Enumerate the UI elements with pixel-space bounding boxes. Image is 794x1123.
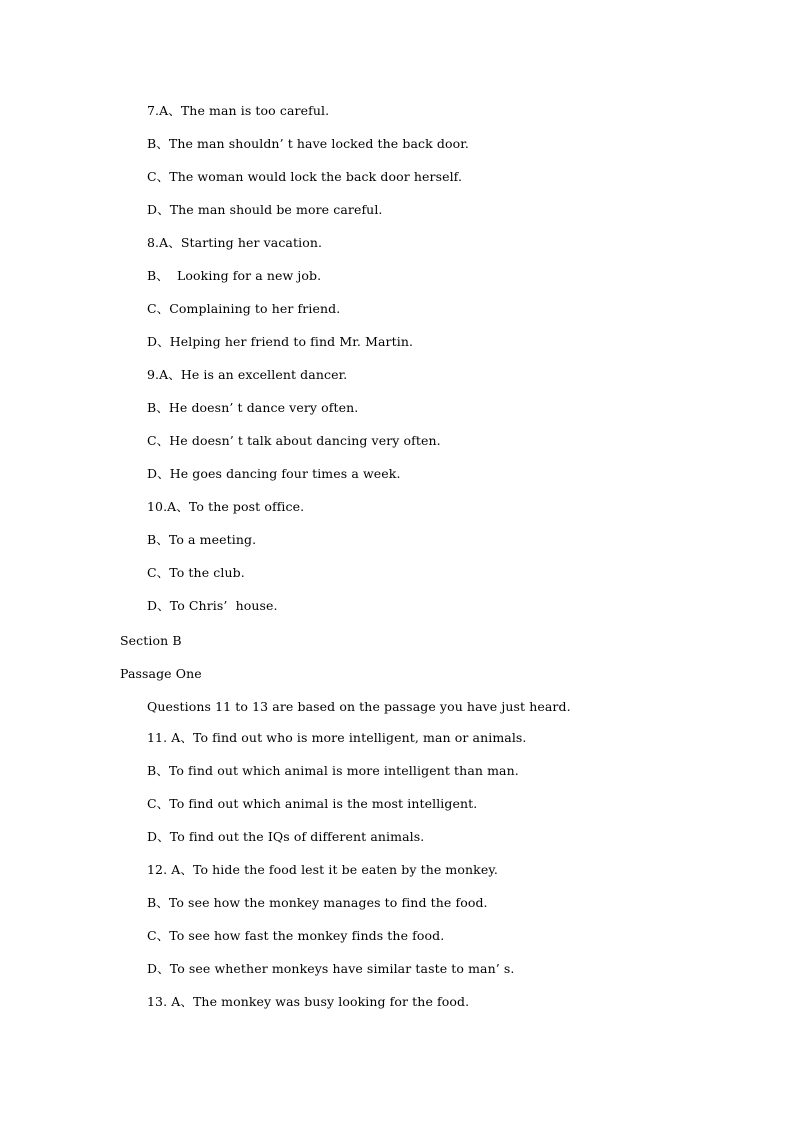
- question-12-option-b: B、To see how the monkey manages to find the food.: [147, 895, 488, 910]
- question-11-option-d: D、To find out the IQs of different animals.: [147, 829, 425, 844]
- passage-intro: Questions 11 to 13 are based on the passage you have just heard.: [147, 699, 571, 714]
- question-10-option-c: C、To the club.: [147, 565, 245, 580]
- question-12-option-c: C、To see how fast the monkey finds the food.: [147, 928, 445, 943]
- question-7-option-a: 7.A、The man is too careful.: [147, 103, 330, 118]
- question-7-option-d: D、The man should be more careful.: [147, 202, 383, 217]
- question-7-option-b: B、The man shouldn’ t have locked the back door.: [147, 136, 469, 151]
- passage-title: Passage One: [120, 666, 202, 681]
- section-heading: Section B: [120, 633, 182, 648]
- question-10-option-d: D、To Chris’ house.: [147, 598, 278, 613]
- question-11-option-c: C、To find out which animal is the most intelligent.: [147, 796, 478, 811]
- question-10-option-b: B、To a meeting.: [147, 532, 257, 547]
- question-9-option-b: B、He doesn’ t dance very often.: [147, 400, 359, 415]
- question-9-option-d: D、He goes dancing four times a week.: [147, 466, 401, 481]
- question-8-option-b: B、 Looking for a new job.: [147, 268, 322, 283]
- question-12-option-d: D、To see whether monkeys have similar taste to man’ s.: [147, 961, 515, 976]
- question-9-option-a: 9.A、He is an excellent dancer.: [147, 367, 348, 382]
- question-11-option-b: B、To find out which animal is more intelligent than man.: [147, 763, 519, 778]
- question-11-option-a: 11. A、To find out who is more intelligent, man or animals.: [147, 730, 527, 745]
- question-10-option-a: 10.A、To the post office.: [147, 499, 305, 514]
- question-8-option-a: 8.A、Starting her vacation.: [147, 235, 323, 250]
- question-8-option-d: D、Helping her friend to find Mr. Martin.: [147, 334, 414, 349]
- question-9-option-c: C、He doesn’ t talk about dancing very often.: [147, 433, 441, 448]
- question-8-option-c: C、Complaining to her friend.: [147, 301, 341, 316]
- question-13-option-a: 13. A、The monkey was busy looking for the food.: [147, 994, 470, 1009]
- question-7-option-c: C、The woman would lock the back door herself.: [147, 169, 463, 184]
- question-12-option-a: 12. A、To hide the food lest it be eaten by the monkey.: [147, 862, 498, 877]
